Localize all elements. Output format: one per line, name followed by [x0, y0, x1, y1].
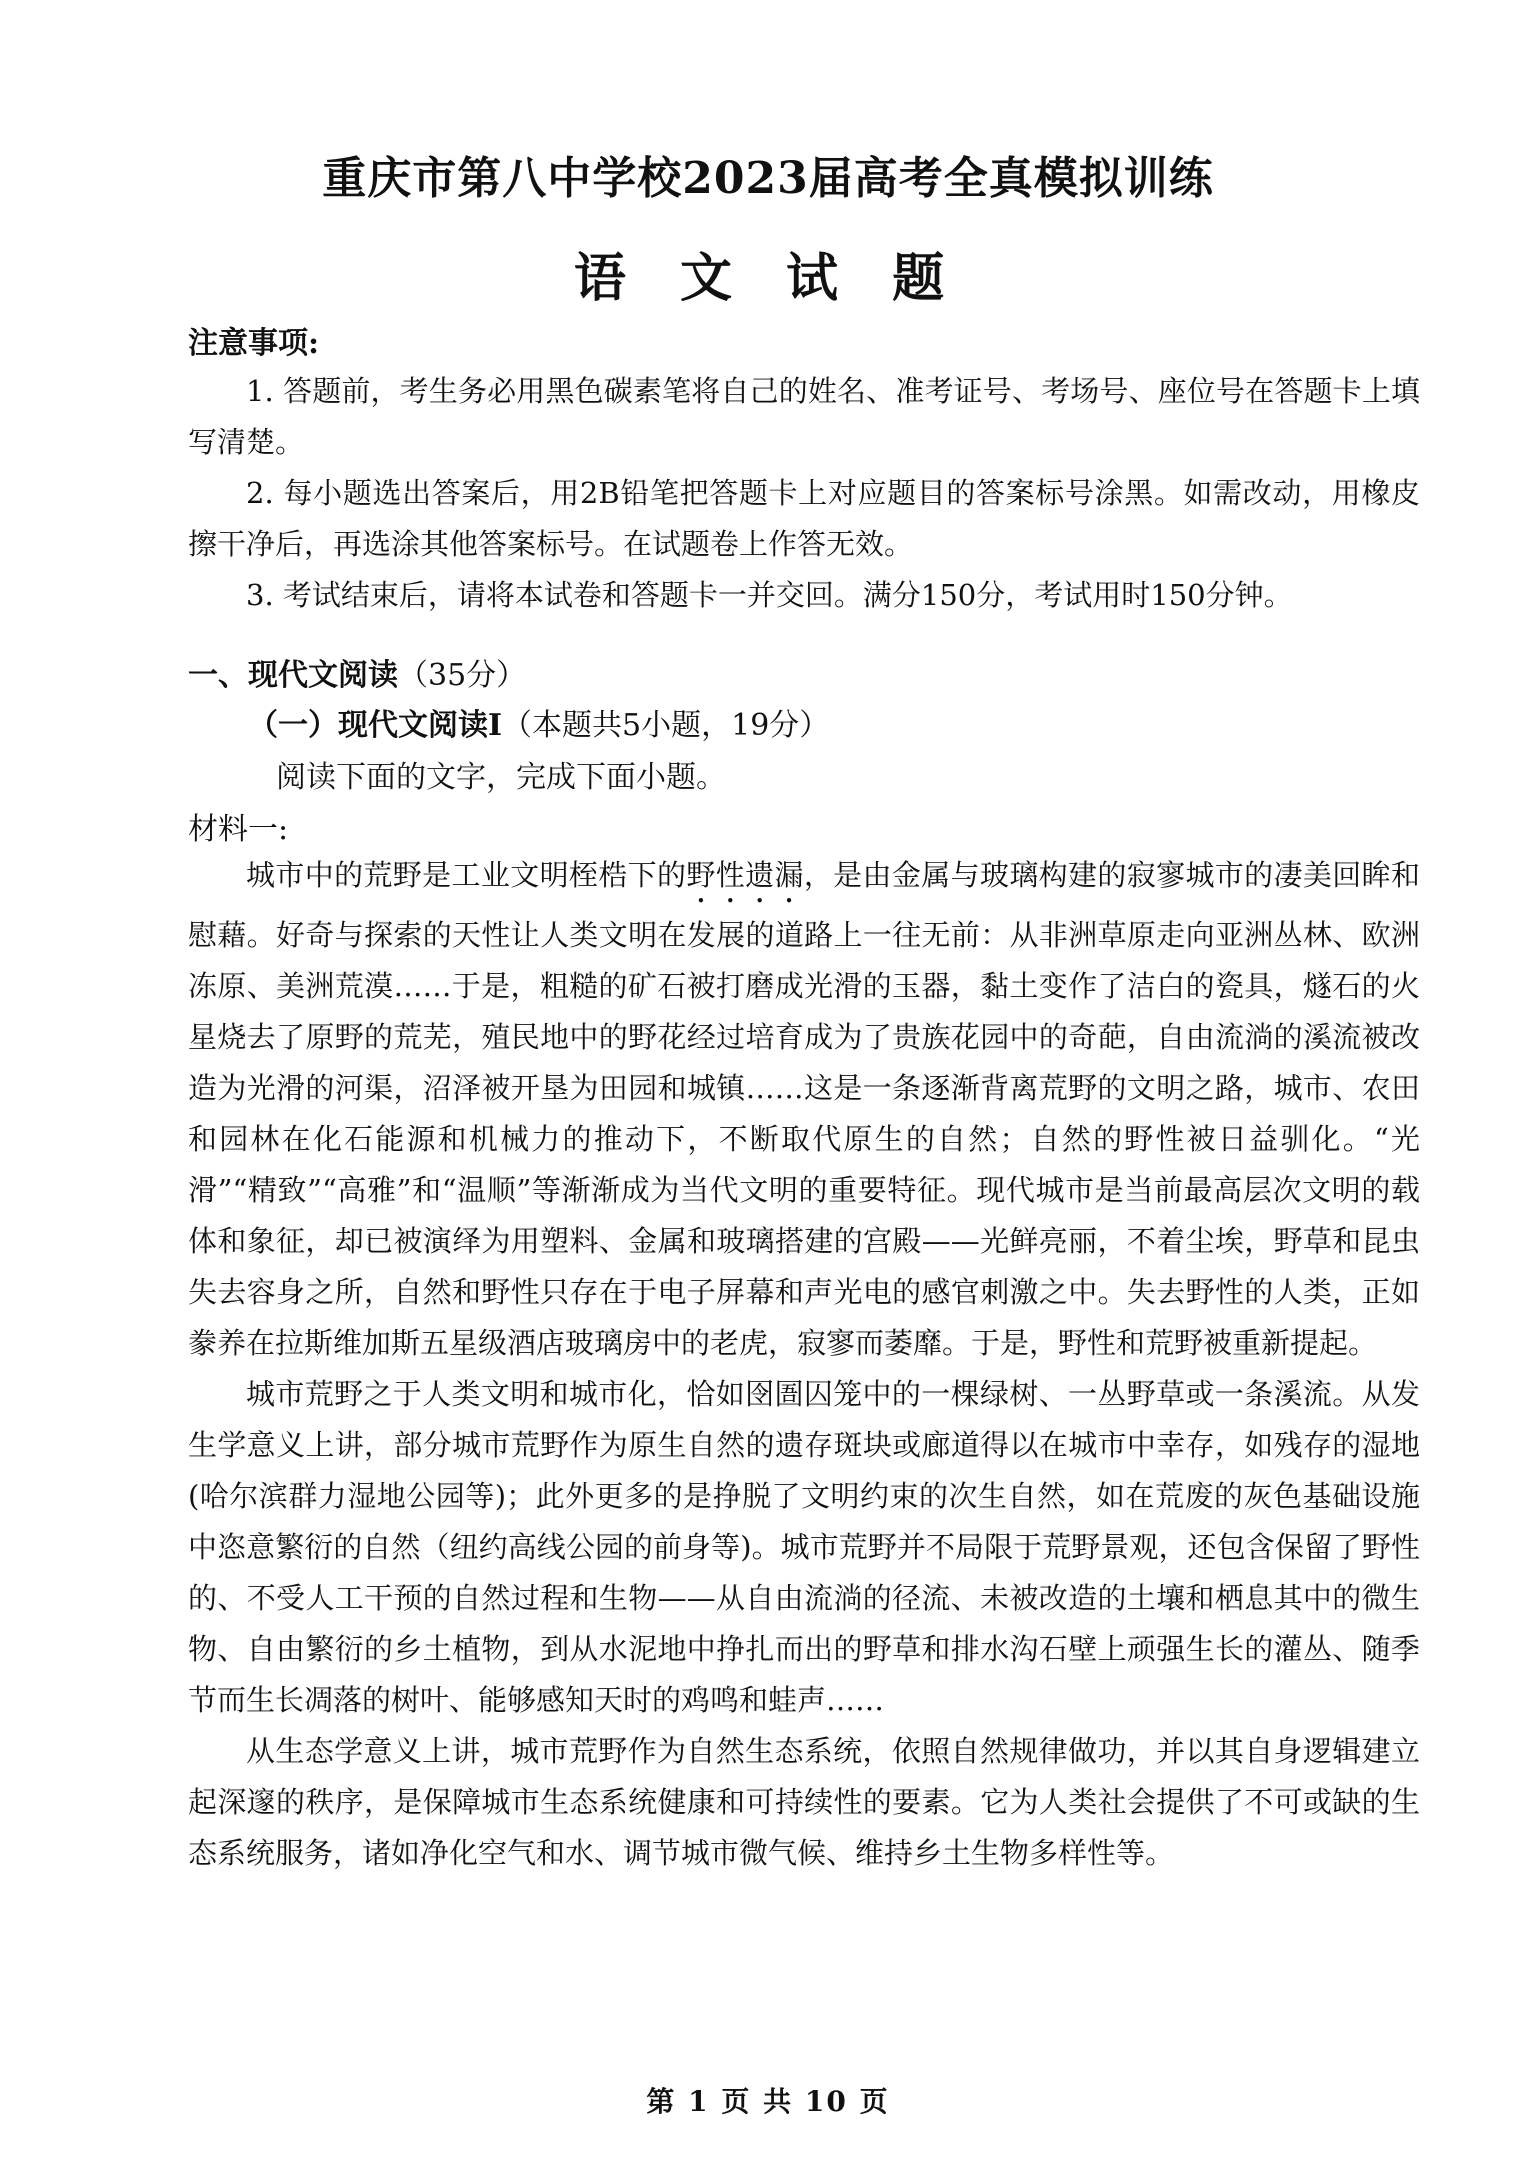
page-number: 第 1 页 共 10 页: [646, 2085, 890, 2118]
section-title: 一、现代文阅读: [188, 658, 398, 693]
exam-subject: 语 文 试 题: [573, 248, 963, 309]
section-score: （35分）: [398, 658, 527, 693]
part-title: （一）现代文阅读Ⅰ: [248, 708, 503, 743]
notice-item-3: 3. 考试结束后，请将本试卷和答题卡一并交回。满分150分，考试用时150分钟。: [246, 578, 1293, 612]
notice-item-2: 2. 每小题选出答案后，用2B铅笔把答题卡上对应题目的答案标号涂黑。如需改动，用橡皮擦干净后，再选涂其他答案标号。在试题卷上作答无效。: [188, 476, 1420, 561]
part-heading: [248, 700, 829, 744]
material-label: 材料一:: [188, 812, 289, 847]
part-info: （本题共5小题，19分）: [502, 708, 830, 743]
exam-title: 重庆市第八中学校2023届高考全真模拟训练: [322, 153, 1214, 204]
material-paragraph-3: 从生态学意义上讲，城市荒野作为自然生态系统，依照自然规律做功，并以其自身逻辑建立起深邃的秩序，是保障城市生态系统健康和可持续性的要素。它为人类社会提供了不可或缺的生态系统服务，诸如净化空气和水、调节城市微气候、维持乡土生物多样性等。: [188, 1734, 1420, 1870]
material-paragraph-1: 城市中的荒野是工业文明桎梏下的野性遗漏，是由金属与玻璃构建的寂寥城市的凄美回眸和慰藉。好奇与探索的天性让人类文明在发展的道路上一往无前：从非洲草原走向亚洲丛林、欧洲冻原、美洲荒漠……于是，粗糙的矿石被打磨成光滑的玉器，黏土变作了洁白的瓷具，燧石的火星烧去了原野的荒芜，殖民地中的野花经过培育成为了贵族花园中的奇葩，自由流淌的溪流被改造为光滑的河渠，沼泽被开垦为田园和城镇……这是一条逐渐背离荒野的文明之路，城市、农田和园林在化石能源和机械力的推动下，不断取代原生的自然；自然的野性被日益驯化。“光滑”“精致”“高雅”和“温顺”等渐渐成为当代文明的重要特征。现代城市是当前最高层次文明的载体和象征，却已被演绎为用塑料、金属和玻璃搭建的宫殿——光鲜亮丽，不着尘埃，野草和昆虫失去容身之所，自然和野性只存在于电子屏幕和声光电的感官刺激之中。失去野性的人类，正如豢养在拉斯维加斯五星级酒店玻璃房中的老虎，寂寥而萎靡。于是，野性和荒野被重新提起。: [188, 858, 1420, 1360]
material-body: [188, 850, 1420, 1879]
section-heading: [188, 650, 526, 694]
notice-heading: 注意事项:: [188, 326, 320, 361]
notice-item-1: 1. 答题前，考生务必用黑色碳素笔将自己的姓名、准考证号、考场号、座位号在答题卡上填写清楚。: [188, 374, 1420, 459]
emphasized-phrase: 野性遗漏: [686, 858, 804, 892]
notice-list: [188, 366, 1420, 621]
material-paragraph-2: 城市荒野之于人类文明和城市化，恰如囹圄囚笼中的一棵绿树、一丛野草或一条溪流。从发生学意义上讲，部分城市荒野作为原生自然的遗存斑块或廊道得以在城市中幸存，如残存的湿地(哈尔滨群力湿地公园等)；此外更多的是挣脱了文明约束的次生自然，如在荒废的灰色基础设施中恣意繁衍的自然（纽约高线公园的前身等)。城市荒野并不局限于荒野景观，还包含保留了野性的、不受人工干预的自然过程和生物——从自由流淌的径流、未被改造的土壤和栖息其中的微生物、自由繁衍的乡土植物，到从水泥地中挣扎而出的野草和排水沟石壁上顽强生长的灌丛、随季节而生长凋落的树叶、能够感知天时的鸡鸣和蛙声……: [188, 1377, 1420, 1717]
reading-instruction: 阅读下面的文字，完成下面小题。: [276, 760, 726, 795]
